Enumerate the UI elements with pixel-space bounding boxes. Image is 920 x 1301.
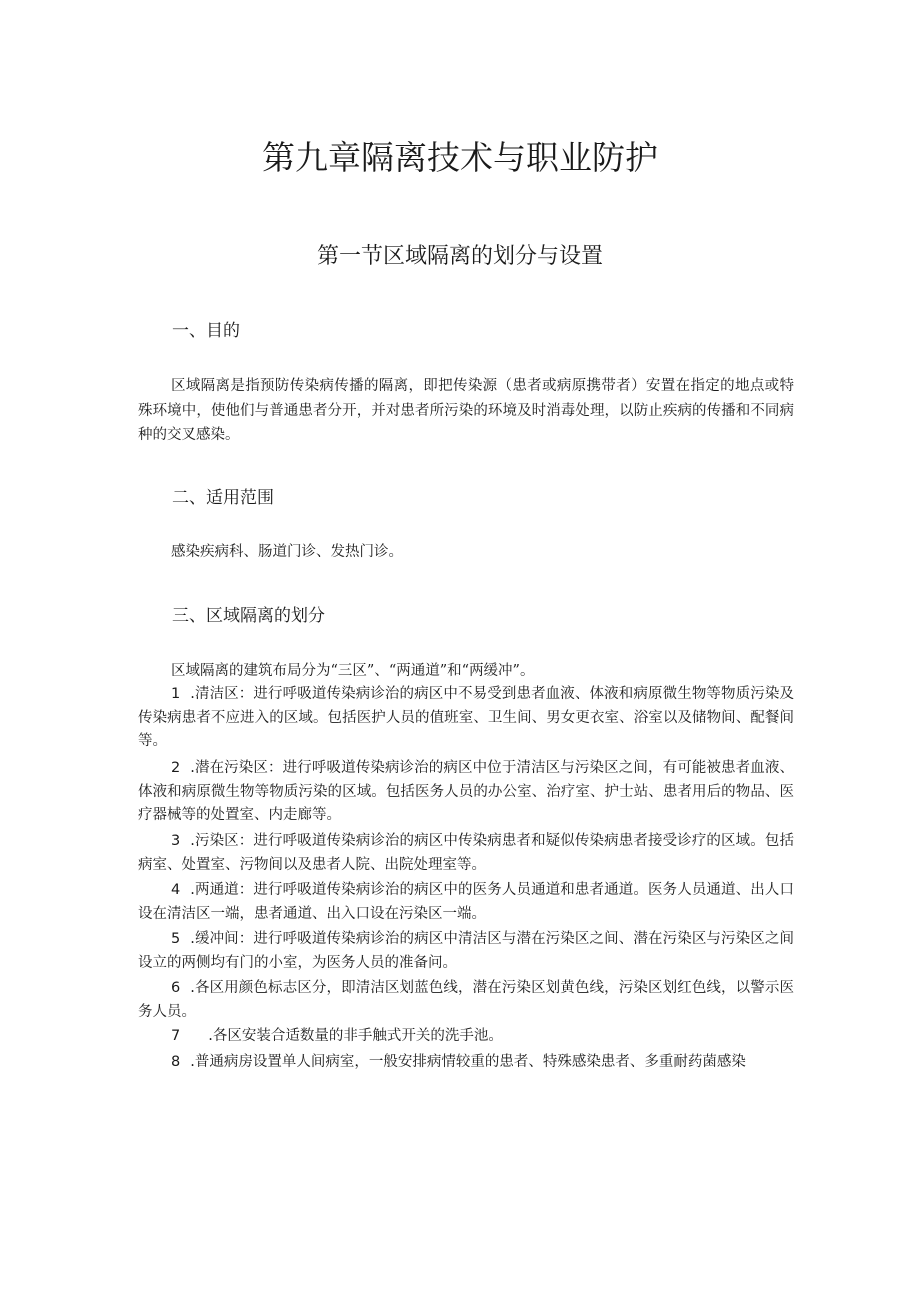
list-item: [138, 1051, 794, 1075]
list-item-text: .普通病房设置单人间病室，一般安排病情较重的患者、特殊感染患者、多重耐药菌感染: [190, 1054, 746, 1070]
division-intro-paragraph: 区域隔离的建筑布局分为“三区”、“两通道”和“两缓冲”。: [171, 663, 535, 679]
heading-purpose: 一、目的: [172, 321, 240, 341]
list-item-number: 8: [171, 1054, 181, 1070]
list-item-text: .清洁区：进行呼吸道传染病诊治的病区中不易受到患者血液、体液和病原微生物等物质污染及传染病患者不应进入的区域。包括医护人员的值班室、卫生间、男女更衣室、浴室以及储物间、配餐间等。: [138, 686, 794, 749]
list-item-number: 3: [171, 833, 181, 849]
list-item: [138, 757, 794, 828]
list-item: [138, 928, 794, 975]
section-title: 第一节区域隔离的划分与设置: [316, 244, 603, 269]
list-item-text: .两通道：进行呼吸道传染病诊治的病区中的医务人员通道和患者通道。医务人员通道、出人口设在清洁区一端，患者通道、出入口设在污染区一端。: [138, 882, 794, 922]
list-item-text: .潜在污染区：进行呼吸道传染病诊治的病区中位于清洁区与污染区之间，有可能被患者血液、体液和病原微生物等物质污染的区域。包括医务人员的办公室、治疗室、护士站、患者用后的物品、医疗器械等的处置室、内走廊等。: [138, 760, 794, 823]
purpose-paragraph: 区域隔离是指预防传染病传播的隔离，即把传染源（患者或病原携带者）安置在指定的地点或特殊环境中，使他们与普通患者分开，并对患者所污染的环境及时消毒处理，以防止疾病的传播和不同病种的交叉感染。: [138, 378, 794, 443]
list-item-number: 2: [171, 760, 181, 776]
list-item-number: 4: [171, 882, 181, 898]
list-item-number: 1: [171, 686, 181, 702]
list-item: [138, 1025, 794, 1049]
list-item-number: 5: [171, 931, 181, 947]
scope-paragraph: 感染疾病科、肠道门诊、发热门诊。: [171, 544, 403, 560]
heading-scope: 二、适用范围: [172, 488, 274, 508]
list-item: [138, 977, 794, 1024]
list-item-text: .各区安装合适数量的非手触式开关的洗手池。: [208, 1028, 503, 1044]
list-item: [138, 879, 794, 926]
list-item-text: .污染区：进行呼吸道传染病诊治的病区中传染病患者和疑似传染病患者接受诊疗的区域。包括病室、处置室、污物间以及患者人院、出院处理室等。: [138, 833, 794, 873]
list-item-number: 6: [171, 980, 181, 996]
chapter-title: 第九章隔离技术与职业防护: [262, 138, 658, 177]
list-item: [138, 683, 794, 754]
list-item-number: 7: [171, 1028, 181, 1044]
list-item-text: .各区用颜色标志区分，即清洁区划蓝色线，潜在污染区划黄色线，污染区划红色线，以警示医务人员。: [138, 980, 794, 1020]
list-item: [138, 830, 794, 877]
list-item-text: .缓冲间：进行呼吸道传染病诊治的病区中清洁区与潜在污染区之间、潜在污染区与污染区之间设立的两侧均有门的小室，为医务人员的准备问。: [138, 931, 794, 971]
heading-division: 三、区域隔离的划分: [172, 606, 325, 626]
